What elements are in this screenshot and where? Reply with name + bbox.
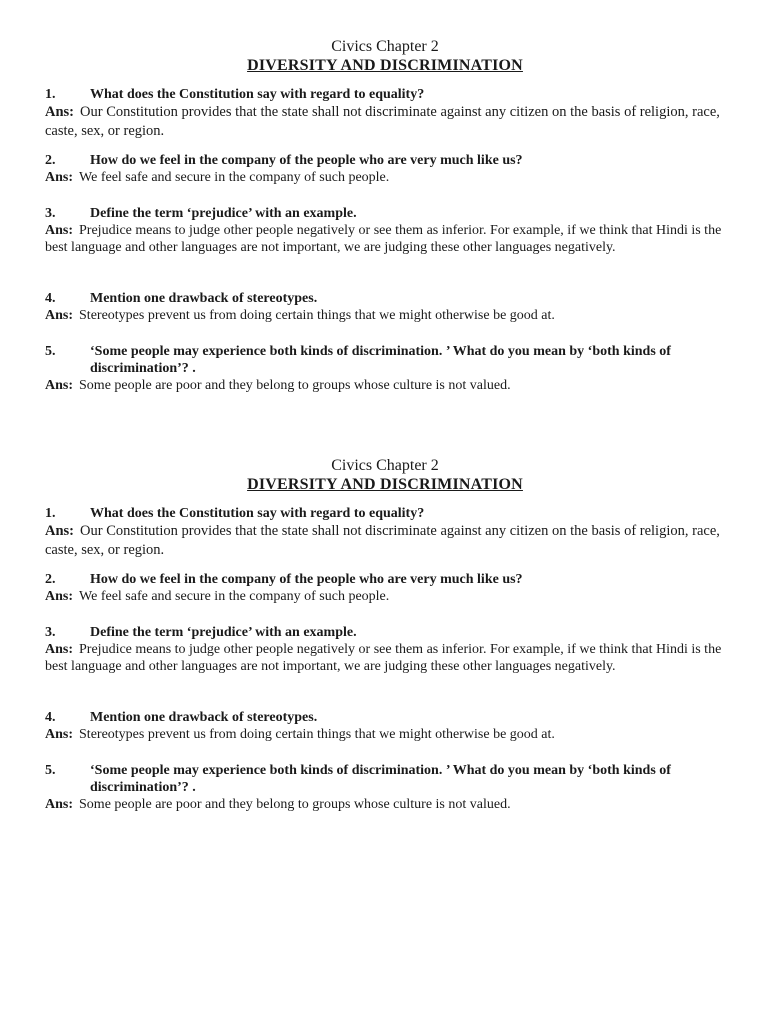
answer-label: Ans: — [45, 223, 74, 238]
answer-text: Stereotypes prevent us from doing certain things that we might otherwise be good at. — [79, 308, 555, 323]
qa-item-2 — [45, 571, 725, 605]
answer-text: Some people are poor and they belong to groups whose culture is not valued. — [79, 797, 511, 812]
question-text: What does the Constitution say with regard to equality? — [90, 87, 425, 102]
question-text: How do we feel in the company of the people who are very much like us? — [90, 572, 523, 587]
answer-text: Prejudice means to judge other people negatively or see them as inferior. For example, if we think that Hindi is the best language and other languages are not important, we are judging these other languages negatively. — [45, 642, 722, 674]
answer-text: We feel safe and secure in the company of such people. — [79, 589, 390, 604]
answer-text: Our Constitution provides that the state shall not discriminate against any citizen on the basis of religion, race, caste, sex, or region. — [45, 523, 720, 558]
question-text: ‘Some people may experience both kinds of discrimination. ’ What do you mean by ‘both kinds of discrimination’? . — [90, 763, 671, 795]
page-subtitle: DIVERSITY AND DISCRIMINATION — [247, 57, 523, 74]
question-number: 1. — [45, 506, 56, 521]
question-number: 4. — [45, 710, 56, 725]
question-number: 5. — [45, 344, 56, 359]
question-number: 3. — [45, 625, 56, 640]
answer-text: Some people are poor and they belong to groups whose culture is not valued. — [79, 378, 511, 393]
question-text: Mention one drawback of stereotypes. — [90, 710, 318, 725]
question-number: 5. — [45, 763, 56, 778]
answer-text: Prejudice means to judge other people negatively or see them as inferior. For example, if we think that Hindi is the best language and other languages are not important, we are judging these other languages negatively. — [45, 223, 722, 255]
answer-text: Our Constitution provides that the state shall not discriminate against any citizen on the basis of religion, race, caste, sex, or region. — [45, 104, 720, 139]
answer-label: Ans: — [45, 642, 74, 657]
question-text: How do we feel in the company of the people who are very much like us? — [90, 153, 523, 168]
question-number: 3. — [45, 206, 56, 221]
qa-item-2 — [45, 152, 725, 186]
qa-item-4 — [45, 290, 725, 324]
question-number: 1. — [45, 87, 56, 102]
answer-label: Ans: — [45, 523, 75, 539]
answer-label: Ans: — [45, 589, 74, 604]
answer-label: Ans: — [45, 378, 74, 393]
answer-label: Ans: — [45, 727, 74, 742]
question-text: Define the term ‘prejudice’ with an example. — [90, 206, 357, 221]
question-text: ‘Some people may experience both kinds of discrimination. ’ What do you mean by ‘both kinds of discrimination’? . — [90, 344, 671, 376]
question-text: Mention one drawback of stereotypes. — [90, 291, 318, 306]
question-text: What does the Constitution say with regard to equality? — [90, 506, 425, 521]
question-number: 4. — [45, 291, 56, 306]
question-number: 2. — [45, 153, 56, 168]
qa-item-1 — [45, 86, 725, 141]
qa-item-4 — [45, 709, 725, 743]
answer-label: Ans: — [45, 104, 75, 120]
answer-label: Ans: — [45, 797, 74, 812]
qa-item-3 — [45, 624, 725, 675]
section-2 — [45, 456, 725, 816]
qa-item-3 — [45, 205, 725, 256]
answer-label: Ans: — [45, 308, 74, 323]
qa-item-1 — [45, 505, 725, 560]
question-text: Define the term ‘prejudice’ with an example. — [90, 625, 357, 640]
answer-text: Stereotypes prevent us from doing certain things that we might otherwise be good at. — [79, 727, 555, 742]
qa-item-5 — [45, 762, 725, 813]
page-title: Civics Chapter 2 — [331, 38, 439, 55]
answer-text: We feel safe and secure in the company of such people. — [79, 170, 390, 185]
page-subtitle: DIVERSITY AND DISCRIMINATION — [247, 476, 523, 493]
section-1 — [45, 37, 725, 397]
answer-label: Ans: — [45, 170, 74, 185]
question-number: 2. — [45, 572, 56, 587]
page-title: Civics Chapter 2 — [331, 457, 439, 474]
qa-item-5 — [45, 343, 725, 394]
